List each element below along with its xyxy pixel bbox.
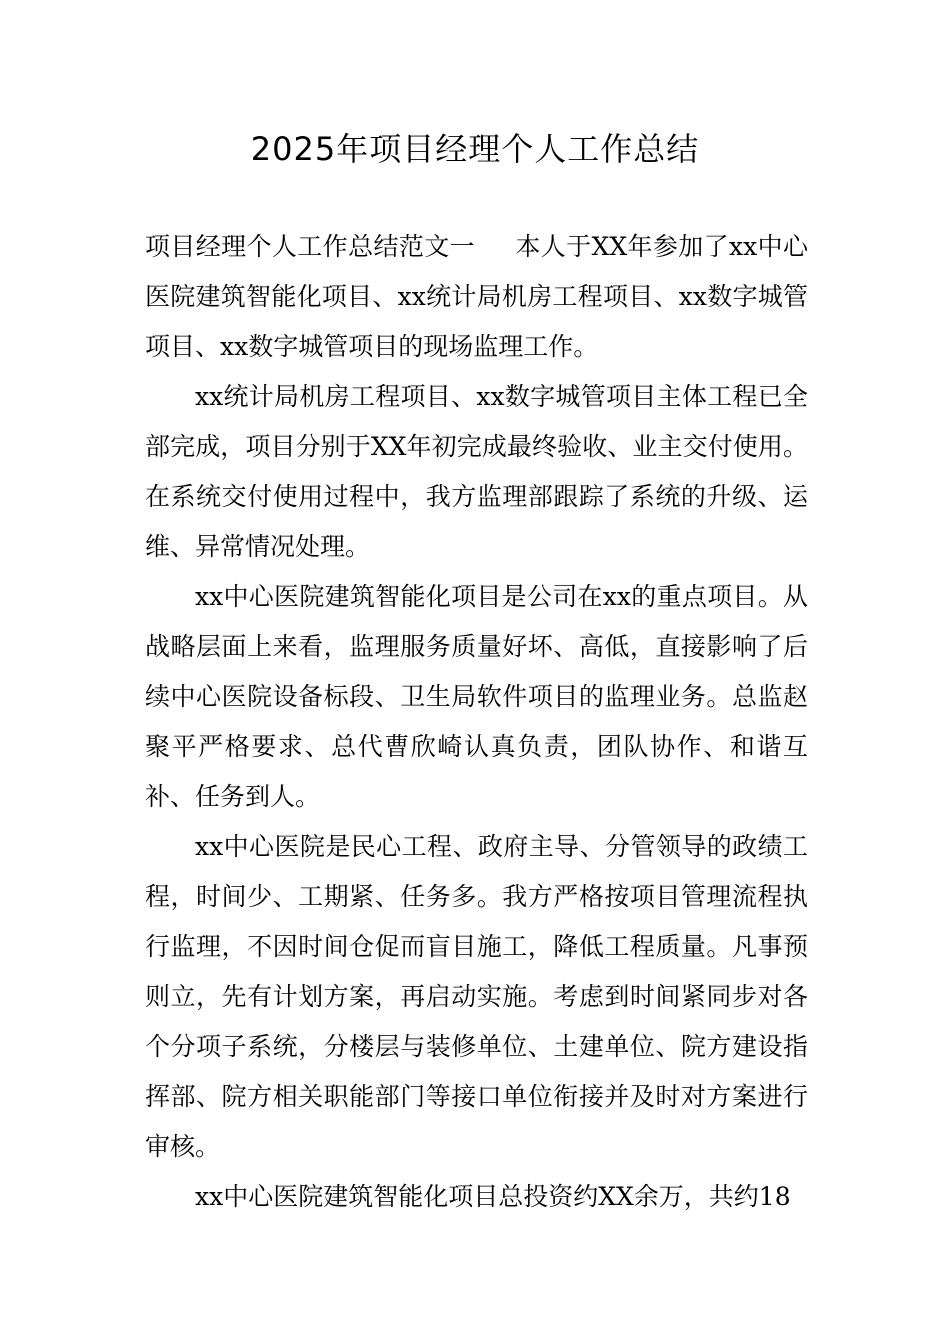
document-body — [145, 222, 808, 1222]
paragraph-5: xx中心医院建筑智能化项目总投资约XX余万，共约18 — [195, 1182, 791, 1211]
paragraph-4: xx中心医院是民心工程、政府主导、分管领导的政绩工程，时间少、工期紧、任务多。我方严格按项目管理流程执行监理，不因时间仓促而盲目施工，降低工程质量。凡事预则立，先有计划方案，再启动实施。考虑到时间紧同步对各个分项子系统，分楼层与装修单位、土建单位、院方建设指挥部、院方相关职能部门等接口单位衔接并及时对方案进行审核。 — [145, 832, 808, 1161]
paragraph-1 — [145, 222, 808, 372]
paragraph-2: xx统计局机房工程项目、xx数字城管项目主体工程已全部完成，项目分别于XX年初完成最终验收、业主交付使用。在系统交付使用过程中，我方监理部跟踪了系统的升级、运维、异常情况处理。 — [145, 382, 808, 561]
document-title: 2025年项目经理个人工作总结 — [250, 130, 700, 168]
paragraph-1-text: 本人于XX年参加了xx中心医院建筑智能化项目、xx统计局机房工程项目、xx数字城管项目、xx数字城管项目的现场监理工作。 — [145, 232, 808, 361]
paragraph-3: xx中心医院建筑智能化项目是公司在xx的重点项目。从战略层面上来看，监理服务质量好坏、高低，直接影响了后续中心医院设备标段、卫生局软件项目的监理业务。总监赵聚平严格要求、总代曹欣崎认真负责，团队协作、和谐互补、任务到人。 — [145, 582, 808, 811]
lead-heading: 项目经理个人工作总结范文一 — [145, 232, 475, 261]
